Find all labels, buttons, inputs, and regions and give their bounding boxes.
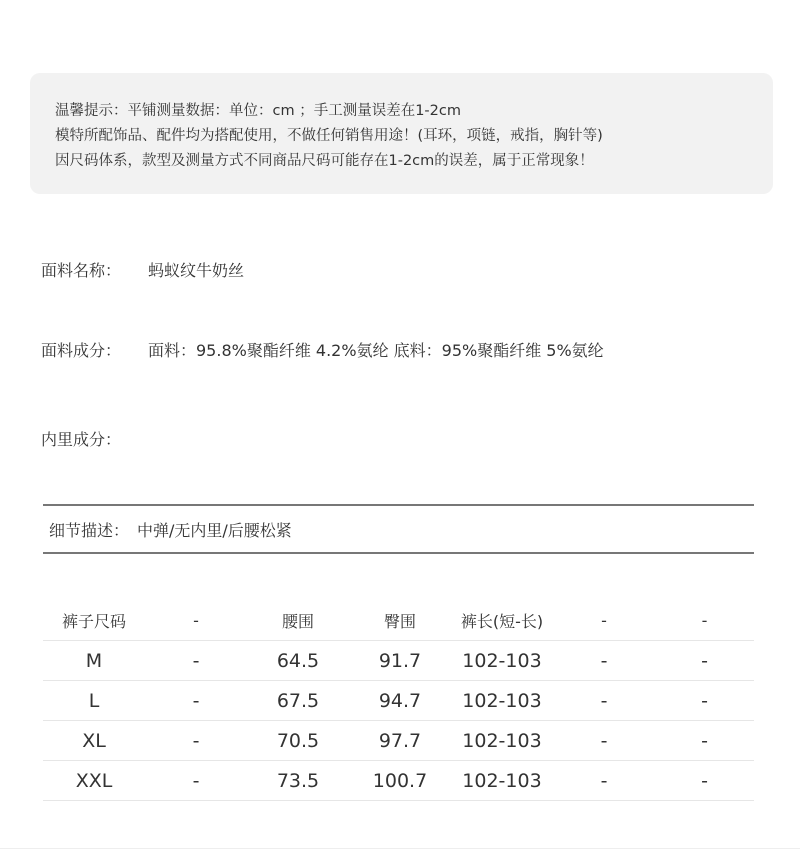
table-row (43, 761, 754, 801)
notice-box (30, 73, 773, 194)
table-cell: 102-103 (451, 721, 553, 761)
table-cell: - (553, 641, 655, 681)
table-cell: - (655, 681, 754, 721)
header-cell-length: 裤长(短-长) (451, 601, 553, 641)
lining-composition-label: 内里成分： (41, 430, 122, 449)
table-row (43, 681, 754, 721)
table-cell: - (655, 641, 754, 681)
table-cell: M (43, 641, 145, 681)
table-row (43, 721, 754, 761)
table-cell: - (145, 641, 247, 681)
bottom-divider (0, 848, 800, 849)
table-row (43, 641, 754, 681)
table-cell: 67.5 (247, 681, 349, 721)
table-cell: - (145, 761, 247, 801)
lining-composition-row (41, 427, 148, 450)
header-cell: - (655, 601, 754, 641)
header-cell-hip: 臀围 (349, 601, 451, 641)
table-cell: 102-103 (451, 681, 553, 721)
table-cell: 70.5 (247, 721, 349, 761)
table-cell: 94.7 (349, 681, 451, 721)
table-cell: - (145, 681, 247, 721)
notice-line: 模特所配饰品、配件均为搭配使用，不做任何销售用途！(耳环，项链，戒指，胸针等) (55, 128, 603, 144)
table-cell: XL (43, 721, 145, 761)
table-cell: 73.5 (247, 761, 349, 801)
table-cell: 102-103 (451, 761, 553, 801)
header-cell: - (553, 601, 655, 641)
notice-line: 因尺码体系，款型及测量方式不同商品尺码可能存在1-2cm的误差，属于正常现象！ (55, 153, 594, 169)
fabric-composition-row (41, 338, 604, 361)
header-cell: - (145, 601, 247, 641)
table-cell: - (553, 681, 655, 721)
detail-description-label: 细节描述： (49, 520, 130, 540)
table-cell: 91.7 (349, 641, 451, 681)
detail-description-row (43, 504, 754, 554)
size-table-header-row (43, 601, 754, 641)
table-cell: - (655, 761, 754, 801)
table-cell: XXL (43, 761, 145, 801)
fabric-name-label: 面料名称： (41, 261, 122, 280)
notice-line: 温馨提示：平铺测量数据：单位：cm ；手工测量误差在1-2cm (55, 103, 461, 119)
size-table (43, 601, 754, 801)
table-cell: 100.7 (349, 761, 451, 801)
header-cell-waist: 腰围 (247, 601, 349, 641)
fabric-name-value: 蚂蚁纹牛奶丝 (148, 261, 245, 280)
fabric-composition-label: 面料成分： (41, 341, 122, 360)
table-cell: L (43, 681, 145, 721)
table-cell: 102-103 (451, 641, 553, 681)
header-cell-size: 裤子尺码 (43, 601, 145, 641)
table-cell: - (145, 721, 247, 761)
table-cell: - (553, 721, 655, 761)
fabric-name-row (41, 258, 244, 281)
table-cell: - (553, 761, 655, 801)
table-cell: 64.5 (247, 641, 349, 681)
table-cell: 97.7 (349, 721, 451, 761)
fabric-composition-value: 面料：95.8%聚酯纤维 4.2%氨纶 底料：95%聚酯纤维 5%氨纶 (148, 341, 604, 360)
detail-description-value: 中弹/无内里/后腰松紧 (137, 520, 292, 540)
table-cell: - (655, 721, 754, 761)
